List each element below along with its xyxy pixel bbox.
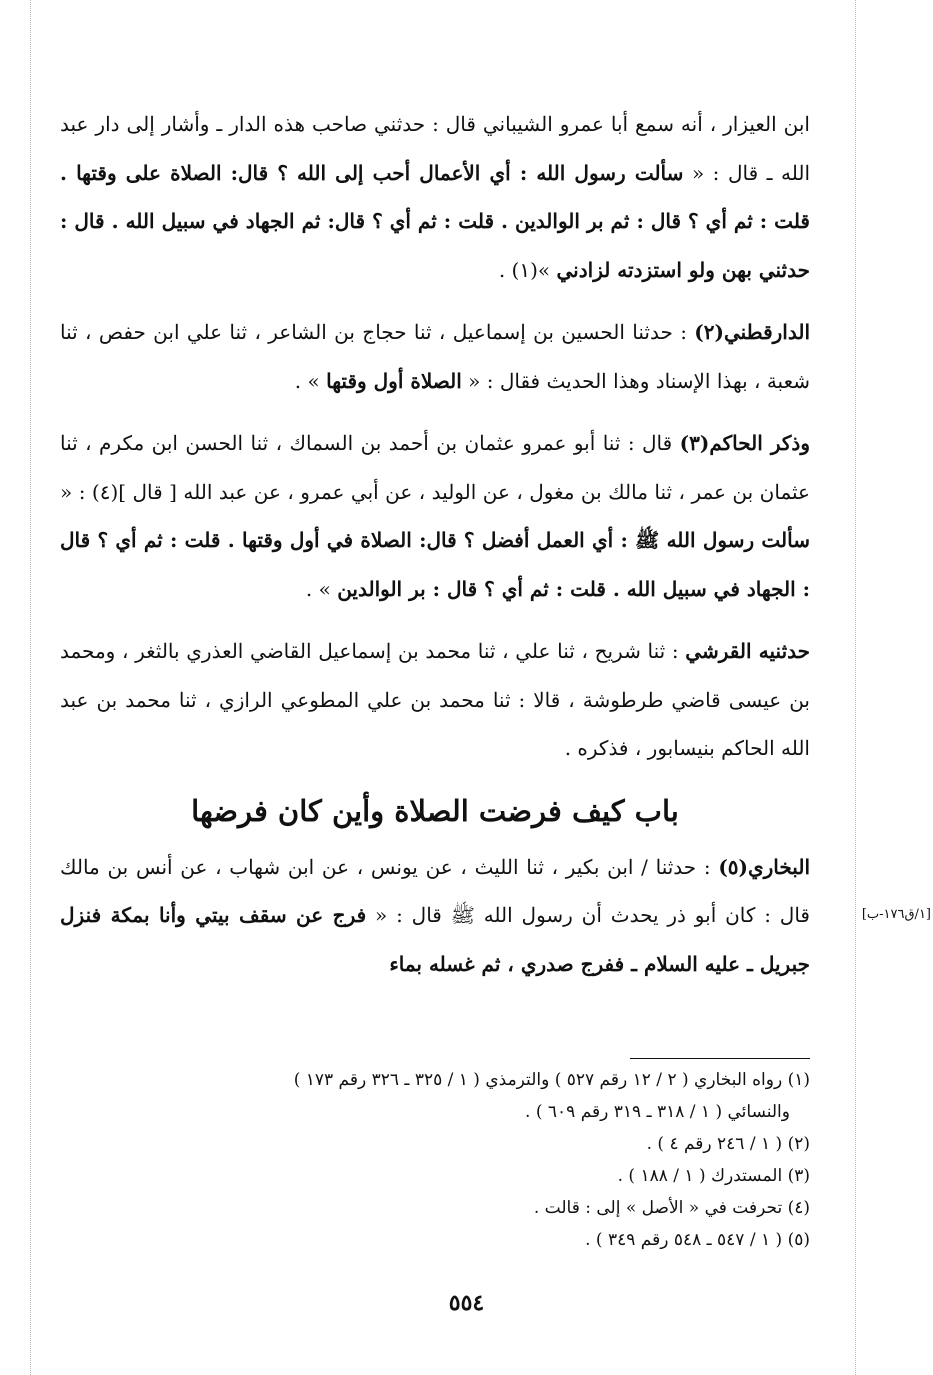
footnote: (٢) ( ١ / ٢٤٦ رقم ٤ ) .	[646, 1134, 810, 1154]
para-lead: البخاري(٥)	[718, 854, 810, 879]
footnote: (٥) ( ١ / ٥٤٧ ـ ٥٤٨ رقم ٣٤٩ ) .	[585, 1230, 810, 1250]
footnotes	[60, 1064, 810, 1256]
paragraph-4	[60, 627, 810, 773]
manuscript-folio-note: [١/ق١٧٦-ب]	[861, 907, 931, 922]
hadith-text: فرج عن سقف بيتي وأنا بمكة فنزل جبريل ـ عليه السلام ـ ففرج صدري ، ثم غسله بماء	[60, 903, 810, 976]
para-tail: » .	[294, 368, 320, 393]
footnote: (١) رواه البخاري ( ٢ / ١٢ رقم ٥٢٧ ) والترمذي ( ١ / ٣٢٥ ـ ٣٢٦ رقم ١٧٣ )	[293, 1070, 810, 1090]
footnote-continuation: والنسائي ( ١ / ٣١٨ ـ ٣١٩ رقم ٦٠٩ ) .	[525, 1102, 790, 1122]
page-number: ٥٥٤	[448, 1290, 485, 1316]
para-lead: وذكر الحاكم(٣)	[679, 431, 810, 455]
para-text: : ثنا شريح ، ثنا علي ، ثنا محمد بن إسماعيل القاضي العذري بالثغر ، ومحمد بن عيسى قاضي طرطوشة ، قالا : ثنا محمد بن علي المطوعي الرازي ، ثنا محمد بن عبد الله الحاكم بنيسابور ، فذكره .	[60, 639, 810, 760]
footnote: (٤) تحرفت في « الأصل » إلى : قالت .	[533, 1198, 810, 1218]
hadith-text: الصلاة أول وقتها	[326, 368, 462, 393]
para-tail: »(١) .	[498, 257, 551, 282]
para-text: : حدثنا الحسين بن إسماعيل ، ثنا حجاج بن الشاعر ، ثنا علي ابن حفص ، ثنا شعبة ، بهذا الإسناد وهذا الحديث فقال : «	[60, 320, 810, 393]
chapter-title: باب كيف فرضت الصلاة وأين كان فرضها	[191, 793, 679, 828]
para-text: قال : ثنا أبو عمرو عثمان بن أحمد بن السماك ، ثنا الحسن ابن مكرم ، ثنا عثمان بن عمر ، ثنا مالك بن مغول ، عن الوليد ، عن أبي عمرو ، عن عبد الله [ قال ](٤) : «	[60, 431, 810, 504]
hadith-text: سألت رسول الله : أي الأعمال أحب إلى الله ؟ قال: الصلاة على وقتها . قلت : ثم أي ؟ قال : ثم بر الوالدين . قلت : ثم أي ؟ قال: ثم الجهاد في سبيل الله . قال : حدثني بهن ولو استزدته لزادني	[60, 160, 810, 282]
para-lead: الدارقطني(٢)	[694, 320, 810, 344]
paragraph-2	[60, 308, 810, 405]
footnote-separator	[630, 1058, 810, 1059]
para-lead: حدثنيه القرشي	[685, 639, 810, 663]
scan-dotted-line	[855, 0, 856, 1375]
para-tail: » .	[305, 576, 331, 601]
hadith-text: سألت رسول الله ﷺ : أي العمل أفضل ؟ قال: الصلاة في أول وقتها . قلت : ثم أي ؟ قال : الجهاد في سبيل الله . قلت : ثم أي ؟ قال : بر الوالدين	[60, 528, 810, 601]
paragraph-5	[60, 843, 810, 989]
main-text	[60, 100, 810, 1002]
para-text: ابن العيزار ، أنه سمع أبا عمرو الشيباني قال : حدثني صاحب هذه الدار ـ وأشار إلى دار عبد الله ـ قال : «	[60, 112, 811, 185]
paragraph-3	[60, 419, 810, 613]
para-text: : حدثنا / ابن بكير ، ثنا الليث ، عن يونس ، عن ابن شهاب ، عن أنس بن مالك قال : كان أبو ذر يحدث أن رسول الله ﷺ قال : «	[60, 854, 810, 927]
paragraph-1	[60, 100, 810, 294]
scan-dotted-line	[30, 0, 31, 1375]
footnote: (٣) المستدرك ( ١ / ١٨٨ ) .	[617, 1166, 810, 1186]
